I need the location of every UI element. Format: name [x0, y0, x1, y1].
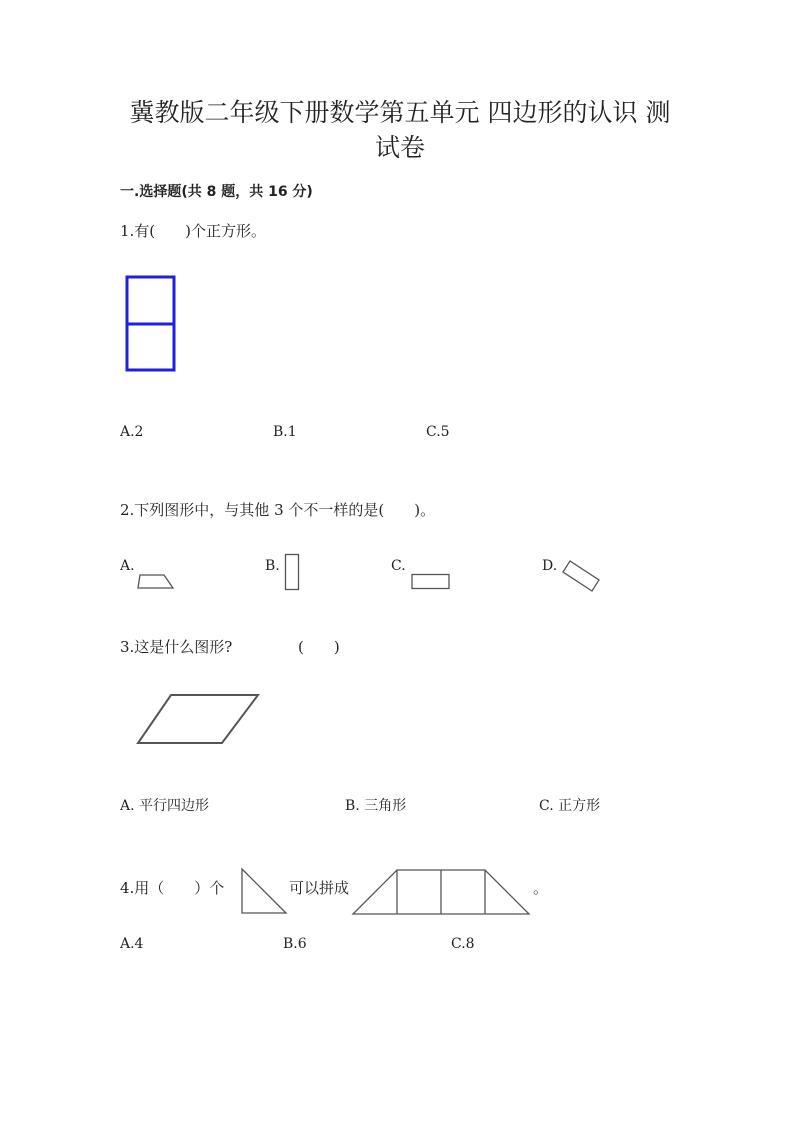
question-4-trapezoid-figure: [349, 866, 533, 918]
question-3-text: 3.这是什么图形?: [120, 638, 233, 656]
question-4-option-c[interactable]: C.8: [451, 936, 475, 952]
question-3-answer-blank: ( ): [298, 638, 340, 656]
question-1-text: 1.有( )个正方形。: [120, 222, 267, 240]
question-3-figure-parallelogram: [135, 692, 263, 748]
question-2-option-a[interactable]: A.: [120, 558, 135, 574]
question-4-triangle-figure: [238, 865, 290, 917]
question-1-option-b[interactable]: B.1: [273, 424, 297, 440]
question-4-text-end: 。: [533, 879, 549, 897]
question-4-option-b[interactable]: B.6: [283, 936, 307, 952]
question-4-text-middle: 可以拼成: [289, 879, 350, 897]
question-1-option-a[interactable]: A.2: [120, 424, 144, 440]
square-bottom: [127, 324, 174, 370]
question-1-option-c[interactable]: C.5: [426, 424, 450, 440]
question-3-option-a[interactable]: A. 平行四边形: [120, 798, 210, 814]
question-1-figure-two-squares: [125, 275, 179, 375]
question-2-option-d[interactable]: D.: [542, 558, 558, 574]
question-4-text: 4.用（ ）个: [120, 879, 225, 897]
question-2-shape-d-tilted-rectangle: [561, 558, 603, 596]
page-title-continued: 试卷: [374, 133, 425, 162]
question-4-option-a[interactable]: A.4: [120, 936, 144, 952]
question-2-shape-c-rectangle: [409, 572, 453, 592]
question-2-shape-b-rectangle: [283, 552, 303, 594]
page-title: 冀教版二年级下册数学第五单元 四边形的认识 测: [129, 98, 671, 127]
question-2-option-b[interactable]: B.: [265, 558, 280, 574]
section-heading: 一.选择题(共 8 题，共 16 分): [120, 184, 313, 200]
question-2-shape-a-trapezoid: [136, 572, 178, 592]
question-3-option-b[interactable]: B. 三角形: [345, 798, 407, 814]
square-top: [127, 277, 174, 324]
question-3-option-c[interactable]: C. 正方形: [539, 798, 601, 814]
question-2-text: 2.下列图形中，与其他 3 个不一样的是( )。: [120, 501, 436, 519]
question-2-option-c[interactable]: C.: [391, 558, 406, 574]
